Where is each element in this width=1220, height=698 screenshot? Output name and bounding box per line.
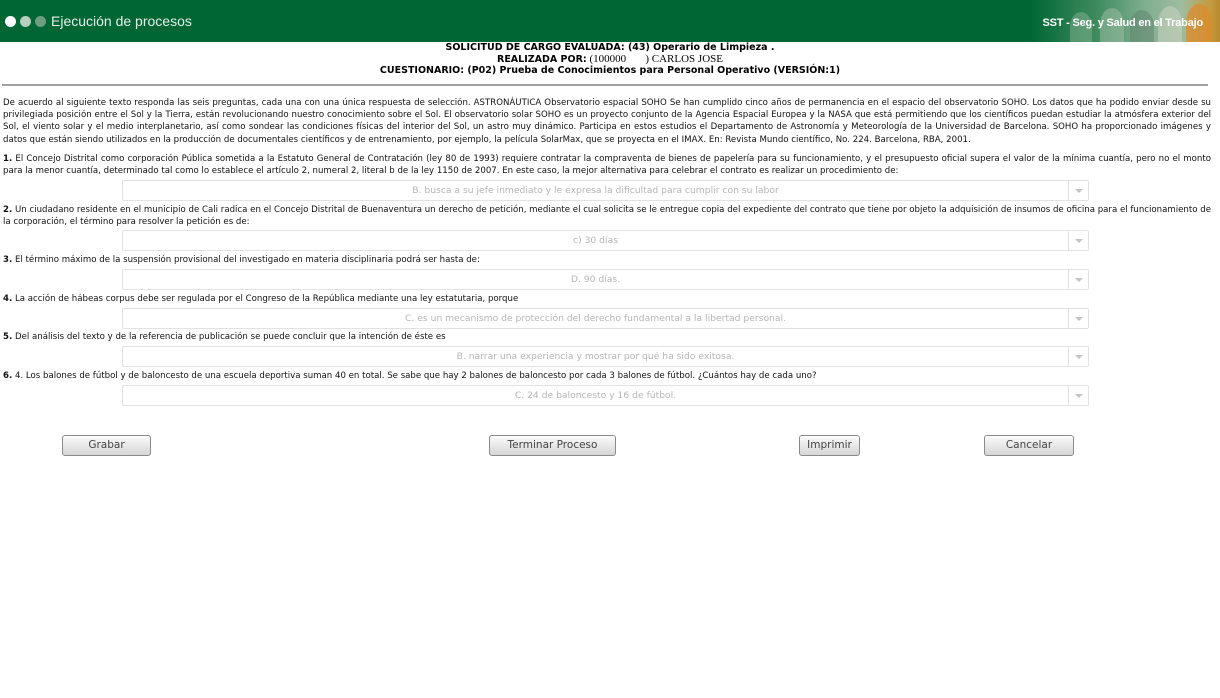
question-1 [3,154,1211,178]
question-number: 1. [3,154,13,164]
selected-answer: D. 90 días. [570,274,621,285]
question-5 [3,332,1211,344]
window-dots [5,16,46,27]
top-bar [0,0,1220,42]
question-4 [3,294,1211,306]
finish-process-button[interactable]: Terminar Proceso [489,435,616,456]
questionnaire-label: CUESTIONARIO: [379,65,465,76]
answer-select-2[interactable] [122,230,1089,251]
answer-select-3[interactable] [122,269,1089,290]
chevron-down-icon [1075,239,1083,243]
question-text: Un ciudadano residente en el municipio de Cali radica en el Concejo Distrital de Buenaventura un derecho de petición, mediante el cual solicita se le entregue copia del expediente del contrato que tiene por objeto la adquisición de insumos de oficina para el funcionamiento de la corporación, el término para resolver la petición es de: [3,205,1211,227]
dot-icon [5,16,16,27]
answer-select-1[interactable] [122,180,1089,201]
selected-answer: B. busca a su jefe inmediato y le expresa la dificultad para cumplir con su labor [412,185,779,196]
dot-icon [20,16,31,27]
evaluated-position-value: (43) Operario de Limpieza . [627,42,775,53]
questionnaire [0,65,1220,77]
chevron-down-icon [1075,394,1083,398]
question-text: 4. Los balones de fútbol y de baloncesto de una escuela deportiva suman 40 en total. Se sabe que hay 2 balones de baloncesto por cada 3 balones de fútbol. ¿Cuántos hay de cada uno? [14,371,817,381]
questionnaire-value: (P02) Prueba de Conocimientos para Personal Operativo (VERSIÓN:1) [467,65,841,76]
question-text: La acción de hábeas corpus debe ser regulada por el Congreso de la República mediante una ley estatutaria, porque [14,294,519,304]
chevron-down-icon [1075,278,1083,282]
page-title: Ejecución de procesos [51,13,192,29]
save-button[interactable]: Grabar [62,435,151,456]
dot-icon [35,16,46,27]
question-text: El Concejo Distrital como corporación Pública sometida a la Estatuto General de Contratación (ley 80 de 1993) requiere contratar la compraventa de bienes de papelería para su funcionamiento, y el presupuesto oficial supera el valor de la mínima cuantía, pero no el monto para la menor cuantía, determinado tal como lo establece el artículo 2, numeral 2, literal b de la ley 1150 de 2007. En este caso, la mejor alternativa para celebrar el contrato es realizar un procedimiento de: [3,154,1212,176]
requested-by-value: (100000 ) CARLOS JOSE [589,52,723,65]
selected-answer: c) 30 días [573,235,618,246]
print-button[interactable]: Imprimir [799,435,860,456]
selected-answer: C. 24 de baloncesto y 16 de fútbol. [514,390,677,401]
question-number: 6. [3,371,13,381]
question-text: El término máximo de la suspensión provisional del investigado en materia disciplinaria podrá ser hasta de: [14,255,480,265]
chevron-down-icon [1075,189,1083,193]
question-2 [3,205,1211,229]
question-number: 2. [3,205,13,215]
request-info [0,42,1220,77]
dropdown-toggle[interactable] [1068,231,1088,250]
selected-answer: C. es un mecanismo de protección del derecho fundamental a la libertad personal. [405,313,786,324]
answer-select-4[interactable] [122,308,1089,329]
dropdown-toggle[interactable] [1068,270,1088,289]
question-number: 3. [3,255,13,265]
requested-by [0,54,1220,66]
dropdown-toggle[interactable] [1068,347,1088,366]
dropdown-toggle[interactable] [1068,386,1088,405]
header-divider [2,84,1208,86]
answer-select-6[interactable] [122,385,1089,406]
dropdown-toggle[interactable] [1068,309,1088,328]
question-6 [3,371,1211,383]
cancel-button[interactable]: Cancelar [984,435,1074,456]
question-number: 4. [3,294,13,304]
question-number: 5. [3,332,13,342]
requested-by-label: REALIZADA POR: [497,53,587,65]
dropdown-toggle[interactable] [1068,181,1088,200]
chevron-down-icon [1075,317,1083,321]
banner-title: SST - Seg. y Salud en el Trabajo [1042,17,1203,29]
chevron-down-icon [1075,355,1083,359]
sst-banner [1030,0,1220,42]
evaluated-position-label: SOLICITUD DE CARGO EVALUADA: [445,42,625,53]
answer-select-5[interactable] [122,346,1089,367]
question-text: Del análisis del texto y de la referencia de publicación se puede concluir que la intención de éste es [14,332,446,342]
selected-answer: B. narrar una experiencia y mostrar por qué ha sido exitosa. [456,351,735,362]
question-3 [3,255,1211,267]
reading-passage: De acuerdo al siguiente texto responda las seis preguntas, cada una con una única respuesta de selección. ASTRONÁUTICA Observatorio espacial SOHO Se han cumplido cinco años de permanencia en el espacio del observatorio SOHO. Los datos que ha podido enviar desde su privilegiada posición entre el Sol y la Tierra, están revolucionando nuestro conocimiento sobre el Sol. El observatorio solar SOHO es un proyecto conjunto de la Agencia Espacial Europea y la NASA que está permitiendo que los científicos puedan estudiar la atmósfera exterior del Sol, el viento solar y el medio interplanetario, así como sondear las condiciones físicas del interior del Sol, un astro muy dinámico. Participa en estos estudios el Departamento de Astronomía y Meteorología de la Universidad de Barcelona. SOHO ha proporcionado imágenes y datos que están siendo utilizados en la producción de documentales científicos y de entrenamiento, por ejemplo, la película SolarMax, que se proyecta en el IMAX. En: Revista Mundo científico, No. 224. Barcelona, RBA, 2001. [3,98,1211,145]
